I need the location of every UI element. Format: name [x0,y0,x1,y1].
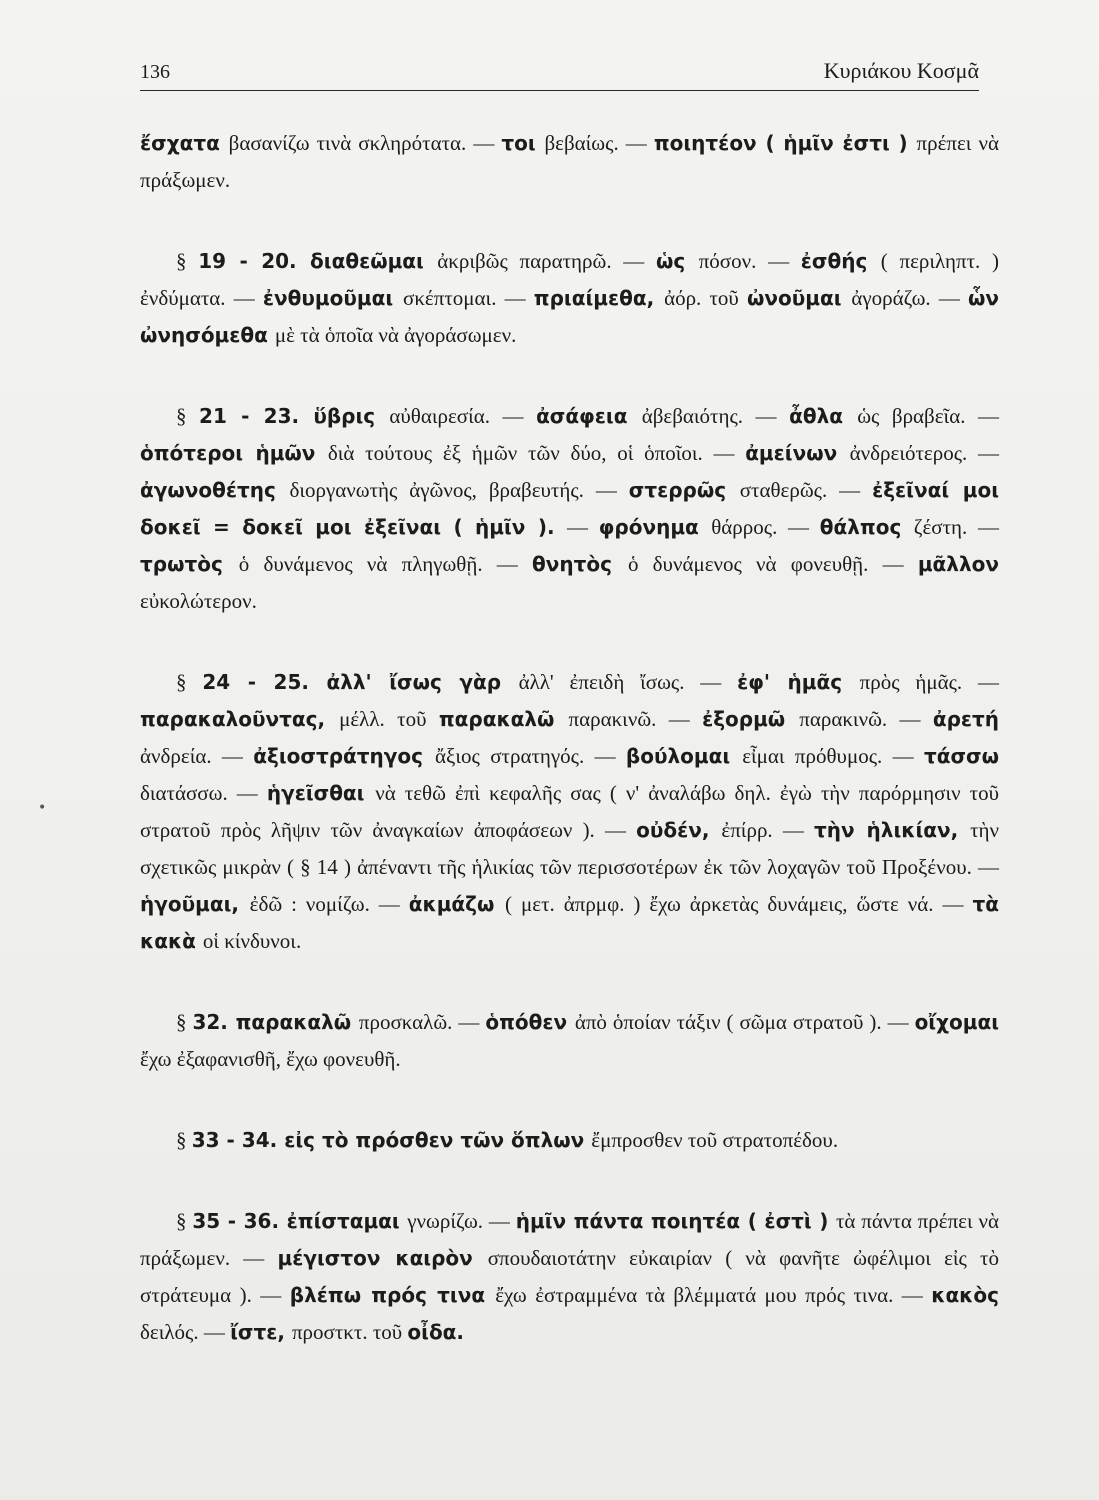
headword: θνητὸς [532,552,628,576]
gloss-text: ( μετ. ἀπρμφ. ) ἔχω ἀρκετὰς δυνάμεις, ὥστε νά. — [505,892,973,916]
gloss-text: ἀπὸ ὁποίαν τάξιν ( σῶμα στρατοῦ ). — [574,1010,915,1034]
gloss-text: ( περιληπτ. ) ἐνδύματα. — [140,249,1000,310]
paragraph [140,1203,999,1351]
headword: ἀγωνοθέτης [140,478,290,502]
gloss-text: οἱ κίνδυνοι. [202,929,302,953]
paragraph [140,243,999,354]
gloss-text: § [176,1209,193,1233]
headword: μᾶλλον [917,552,999,576]
headword: μέγιστον καιρὸν [277,1246,488,1270]
gloss-text: νὰ τεθῶ ἐπὶ κεφαλῆς σας ( ν' ἀναλάβω δηλ. ἐγὼ τὴν παρόρμησιν τοῦ στρατοῦ πρὸς λῆψιν τῶν ἀναγκαίων ἀποφάσεων ). — [140,781,1000,842]
gloss-text: δειλός. — [140,1320,231,1344]
gloss-text: σκέπτομαι. — [403,286,534,310]
gloss-text: βασανίζω τινὰ σκληρότατα. — [228,131,502,155]
gloss-text: ἄξιος στρατηγός. — [435,744,626,768]
headword: ἀξιοστράτηγος [253,744,436,768]
gloss-text: εὐκολώτερον. [140,589,257,613]
gloss-text: § [176,670,203,694]
headword: φρόνημα [598,515,712,539]
gloss-text: σπουδαιοτάτην εὐκαιρίαν ( νὰ φανῆτε ὠφέλιμοι εἰς τὸ στράτευμα ). — [140,1246,999,1307]
gloss-text: ἀβεβαιότης. — [641,404,790,428]
page-header [140,50,979,91]
headword: ἡγοῦμαι, [140,892,250,916]
headword: βλέπω πρός τινα [289,1283,496,1307]
headword: βούλομαι [625,744,743,768]
headword: 35 - 36. ἐπίσταμαι [192,1209,408,1233]
headword: 32. παρακαλῶ [192,1010,359,1034]
gloss-text: σταθερῶς. — [739,478,873,502]
gloss-text: — [567,515,599,539]
gloss-text: πρέπει νὰ πράξωμεν. [140,131,1000,192]
headword: οἶδα. [407,1320,465,1344]
headword: οἴχομαι [914,1010,999,1034]
gloss-text: εἶμαι πρόθυμος. — [742,744,924,768]
headword: τὴν ἡλικίαν, [814,818,971,842]
headword: 24 - 25. ἀλλ' ἴσως γὰρ [202,670,519,694]
headword: ἐφ' ἡμᾶς [737,670,860,694]
gloss-text: αὐθαιρεσία. — [389,404,537,428]
margin-dot: • [38,800,47,816]
gloss-text: ὁ δυνάμενος νὰ φονευθῇ. — [627,552,918,576]
gloss-text: διοργανωτὴς ἀγῶνος, βραβευτής. — [289,478,629,502]
commentary-text [140,125,999,1395]
gloss-text: ζέστη. — [913,515,1000,539]
headword: ἀμείνων [745,441,850,465]
running-title: Κυριάκου Κοσμᾶ [823,58,979,83]
headword: θάλπος [819,515,914,539]
gloss-text: ἐπίρρ. — [721,818,815,842]
headword: ἡγεῖσθαι [266,781,376,805]
gloss-text: ἀγοράζω. — [851,286,968,310]
paragraph [140,1122,999,1159]
gloss-text: ἔχω ἐστραμμένα τὰ βλέμματά μου πρός τινα. — [495,1283,932,1307]
headword: ἐξεῖναί μοι δοκεῖ = δοκεῖ μοι ἐξεῖναι ( ἡμῖν ). [140,478,999,539]
gloss-text: § [176,404,200,428]
headword: ἀκμάζω [408,892,506,916]
headword: τοι [501,131,545,155]
gloss-text: ὁ δυνάμενος νὰ πληγωθῇ. — [238,552,533,576]
paragraph [140,125,999,199]
headword: ἀρετή [932,707,1000,731]
headword: τάσσω [923,744,1000,768]
gloss-text: τὰ πάντα πρέπει νὰ πράξωμεν. — [140,1209,999,1270]
headword: ἐσθής [800,249,881,273]
headword: ἡμῖν πάντα ποιητέα ( ἐστὶ ) [515,1209,836,1233]
gloss-text: ἀνδρεία. — [140,744,254,768]
headword: 21 - 23. ὕβρις [199,404,390,428]
gloss-text: θάρρος. — [711,515,820,539]
gloss-text: διὰ τούτους ἐξ ἡμῶν τῶν δύο, οἱ ὁποῖοι. — [327,441,746,465]
gloss-text: § [176,249,199,273]
headword: τρωτὸς [140,552,239,576]
gloss-text: ἀκριβῶς παρατηρῶ. — [437,249,657,273]
headword: ἴστε, [230,1320,292,1344]
gloss-text: παρακινῶ. — [799,707,933,731]
gloss-text: διατάσσω. — [140,781,267,805]
headword: παρακαλῶ [438,707,569,731]
headword: ἆθλα [789,404,858,428]
headword: ὁπόθεν [485,1010,575,1034]
gloss-text: πρὸς ἡμᾶς. — [859,670,1000,694]
gloss-text: § [176,1010,193,1034]
page-number: 136 [140,61,170,83]
headword: ὧν ὠνησόμεθα [140,286,1000,347]
gloss-text: § [176,1128,192,1152]
gloss-text: τὴν σχετικῶς μικρὰν ( § 14 ) ἀπέναντι τῆς ἡλικίας τῶν περισσοτέρων ἐκ τῶν λοχαγῶν τοῦ Προξένου. — [140,818,1000,879]
gloss-text: μὲ τὰ ὁποῖα νὰ ἀγοράσωμεν. [274,323,517,347]
headword: οὐδέν, [636,818,722,842]
gloss-text: βεβαίως. — [544,131,654,155]
headword: πριαίμεθα, [533,286,665,310]
headword: ὁπότεροι ἡμῶν [140,441,328,465]
headword: ὠνοῦμαι [746,286,852,310]
gloss-text: παρακινῶ. — [568,707,703,731]
headword: ἐνθυμοῦμαι [262,286,404,310]
gloss-text: ὡς βραβεῖα. — [857,404,999,428]
gloss-text: γνωρίζω. — [407,1209,516,1233]
gloss-text: ἔμπροσθεν τοῦ στρατοπέδου. [591,1128,839,1152]
headword: κακὸς [931,1283,999,1307]
headword: ἔσχατα [140,131,229,155]
gloss-text: ἀλλ' ἐπειδὴ ἴσως. — [518,670,738,694]
gloss-text: ἀνδρειότερος. — [849,441,999,465]
gloss-text: ἀόρ. τοῦ [664,286,747,310]
headword: 33 - 34. εἰς τὸ πρόσθεν τῶν ὅπλων [191,1128,592,1152]
headword: τὰ κακὰ [140,892,999,953]
headword: στερρῶς [628,478,740,502]
gloss-text: προσκαλῶ. — [358,1010,486,1034]
headword: ἐξορμῶ [702,707,800,731]
paragraph [140,664,999,960]
headword: 19 - 20. διαθεῶμαι [198,249,438,273]
paragraph [140,398,999,620]
gloss-text: πόσον. — [698,249,801,273]
gloss-text: μέλλ. τοῦ [339,707,439,731]
headword: ἀσάφεια [536,404,642,428]
headword: ποιητέον ( ἡμῖν ἐστι ) [653,131,917,155]
headword: παρακαλοῦντας, [140,707,340,731]
gloss-text: ἐδῶ : νομίζω. — [249,892,409,916]
gloss-text: προστκτ. τοῦ [291,1320,408,1344]
gloss-text: ἔχω ἐξαφανισθῆ, ἔχω φονευθῆ. [140,1047,401,1071]
headword: ὡς [656,249,699,273]
paragraph [140,1004,999,1078]
